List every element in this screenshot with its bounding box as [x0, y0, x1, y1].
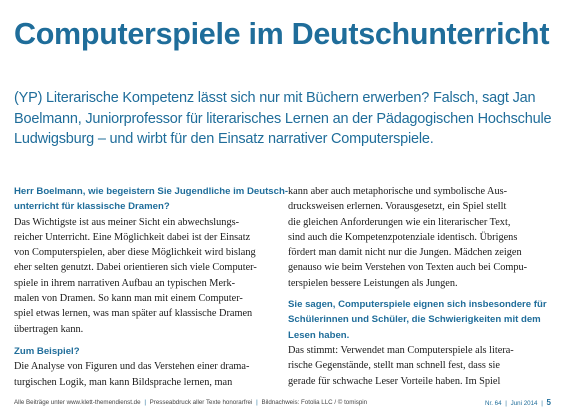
answer-line: reicher Unterricht. Eine Möglichkeit dabei ist der Einsatz: [14, 231, 251, 243]
question-line: Sie sagen, Computerspiele eignen sich insbesondere für: [288, 299, 547, 311]
answer-line: eher selten genutzt. Dabei orientieren sich viele Computer-: [14, 262, 257, 274]
footer-separator: |: [505, 400, 507, 407]
lead-paragraph: [14, 88, 554, 150]
answer-line: spiel etwas lernen, was man später auf klassische Dramen: [14, 308, 253, 320]
question-line: Schülerinnen und Schüler, die Schwierigkeiten mit dem: [288, 314, 541, 326]
interview-question: [14, 344, 276, 359]
footer-image-credits: Bildnachweis: Fotolia LLC / © tomispin: [261, 399, 368, 406]
interview-question: [14, 184, 289, 215]
footer-separator: |: [541, 400, 543, 407]
answer-line: gerade für schwache Leser Vorteile haben. Im Spiel: [288, 375, 501, 387]
answer-line: terspielen bessere Leistungen als Jungen.: [288, 277, 458, 289]
page-number: 5: [546, 398, 551, 407]
question-line: Lesen haben.: [288, 329, 350, 341]
question-line: Herr Boelmann, wie begeistern Sie Jugendliche im Deutsch-: [14, 186, 289, 197]
lead-line: (YP) Literarische Kompetenz lässt sich nur mit Büchern erwerben? Falsch, sagt Jan: [14, 90, 536, 106]
text-column-right: [288, 184, 554, 389]
footer-issue-info: [485, 397, 551, 410]
answer-line: Die Analyse von Figuren und das Verstehen einer drama-: [14, 361, 250, 373]
footer-website-link[interactable]: Alle Beiträge unter www.klett-themendienst.de: [14, 399, 141, 406]
interview-answer: [14, 215, 276, 337]
answer-line: malen von Dramen. So kann man mit einem Computer-: [14, 293, 243, 305]
answer-line: turgischen Logik, man kann Bildsprache lernen, man: [14, 376, 233, 388]
footer-separator: |: [256, 399, 258, 406]
answer-line: Das Wichtigste ist aus meiner Sicht ein abwechslungs-: [14, 216, 240, 228]
answer-line: rische Gegenstände, stellt man schnell fest, dass sie: [288, 360, 500, 372]
answer-line: sind auch die Kompetenzpotenziale identisch. Übrigens: [288, 231, 518, 243]
footer-press-note: Presseabdruck aller Texte honorarfrei: [149, 399, 253, 406]
question-line: unterricht für klassische Dramen?: [14, 201, 170, 213]
paragraph-gap: [14, 337, 276, 344]
text-column-left: [14, 184, 289, 390]
footer-separator: |: [144, 399, 146, 406]
question-line: Zum Beispiel?: [14, 345, 80, 357]
answer-line: übertragen kann.: [14, 323, 84, 335]
answer-line: von Computerspielen, aber diese Möglichkeit wird bislang: [14, 247, 256, 259]
answer-line: drucksweisen erlernen. Vorausgesetzt, ein Spiel stellt: [288, 201, 507, 213]
footer-credits: [14, 397, 367, 409]
issue-date: Juni 2014: [510, 400, 538, 407]
answer-line: die gleichen Anforderungen wie ein literarischer Text,: [288, 216, 511, 228]
page-footer: [14, 397, 551, 409]
answer-line: genauso wie beim Verstehen von Texten auch bei Compu-: [288, 262, 528, 274]
issue-number: Nr. 64: [485, 400, 502, 407]
answer-line: Das stimmt: Verwendet man Computerspiele als litera-: [288, 344, 514, 356]
answer-line: spiele in ihrem narrativen Aufbau an typischen Merk-: [14, 277, 236, 289]
answer-line: kann aber auch metaphorische und symbolische Aus-: [288, 186, 508, 197]
interview-answer: [288, 343, 554, 389]
interview-answer: [14, 359, 276, 390]
answer-line: fördert man damit nicht nur die Jungen. Mädchen zeigen: [288, 247, 522, 259]
lead-line: Ludwigsburg – und wirbt für den Einsatz narrativer Computerspiele.: [14, 131, 434, 147]
interview-answer: [288, 184, 554, 291]
lead-line: Boelmann, Juniorprofessor für literarisches Lernen an der Pädagogischen Hochschule: [14, 110, 552, 127]
interview-question: [288, 297, 554, 343]
page-title: Computerspiele im Deutschunterricht: [14, 17, 550, 51]
